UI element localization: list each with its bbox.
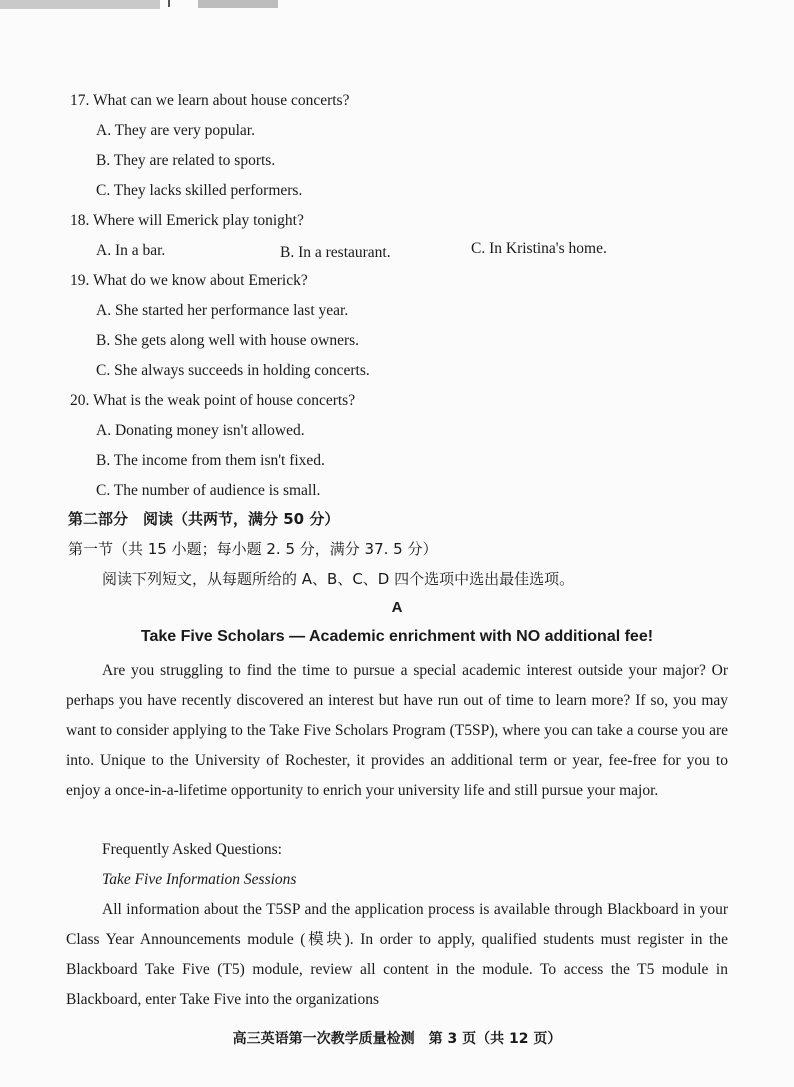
option-18b: B. In a restaurant.: [280, 244, 391, 261]
paragraph-1-text: Are you struggling to find the time to pursue a special academic interest outside your major? Or perhaps you have recently discovered an interest but have run out of time to learn more? If so, you may want to consider applying to the Take Five Scholars Program (T5SP), where you can take a course you are into. Unique to the University of Rochester, it provides an additional term or year, fee-free for you to enjoy a once-in-a-lifetime opportunity to enrich your university life and still pursue your major.: [66, 662, 728, 799]
passage-letter: A: [391, 599, 403, 616]
passage-paragraph-1: [66, 656, 728, 806]
faq-label: Frequently Asked Questions:: [102, 841, 282, 858]
question-19: 19. What do we know about Emerick?: [70, 272, 308, 289]
scan-mark: [168, 0, 170, 7]
question-20: 20. What is the weak point of house concerts?: [70, 392, 356, 409]
option-20b: B. The income from them isn't fixed.: [96, 452, 325, 469]
scan-artifact: [0, 0, 300, 14]
instruction-text: 阅读下列短文，从每题所给的 A、B、C、D 四个选项中选出最佳选项。: [102, 570, 575, 588]
option-18c: C. In Kristina's home.: [471, 240, 607, 257]
option-19b: B. She gets along well with house owners.: [96, 332, 360, 349]
info-sessions-subheading: Take Five Information Sessions: [102, 871, 297, 888]
option-17b: B. They are related to sports.: [96, 152, 276, 169]
scan-smudge: [0, 0, 160, 9]
passage-paragraph-2: [66, 895, 728, 1015]
scan-smudge: [198, 0, 278, 8]
question-18: 18. Where will Emerick play tonight?: [70, 212, 304, 229]
option-20a: A. Donating money isn't allowed.: [96, 422, 305, 439]
part-heading: 第二部分 阅读（共两节，满分 50 分）: [68, 510, 340, 528]
option-17c: C. They lacks skilled performers.: [96, 182, 303, 199]
paragraph-2-text: All information about the T5SP and the application process is available through Blackboard in your Class Year Announcements module (模块). In order to apply, qualified students must register in the Blackboard Take Five (T5) module, review all content in the module. To access the T5 module in Blackboard, enter Take Five into the organizations: [66, 901, 728, 1008]
option-19a: A. She started her performance last year.: [96, 302, 349, 319]
option-20c: C. The number of audience is small.: [96, 482, 321, 499]
option-19c: C. She always succeeds in holding concerts.: [96, 362, 370, 379]
question-17: 17. What can we learn about house concerts?: [70, 92, 350, 109]
option-18a: A. In a bar.: [96, 242, 166, 259]
passage-title: Take Five Scholars — Academic enrichment with NO additional fee!: [140, 628, 654, 645]
subsection-heading: 第一节（共 15 小题；每小题 2. 5 分，满分 37. 5 分）: [68, 540, 438, 558]
page-footer: 高三英语第一次教学质量检测 第 3 页（共 12 页）: [232, 1031, 562, 1047]
option-17a: A. They are very popular.: [96, 122, 255, 139]
